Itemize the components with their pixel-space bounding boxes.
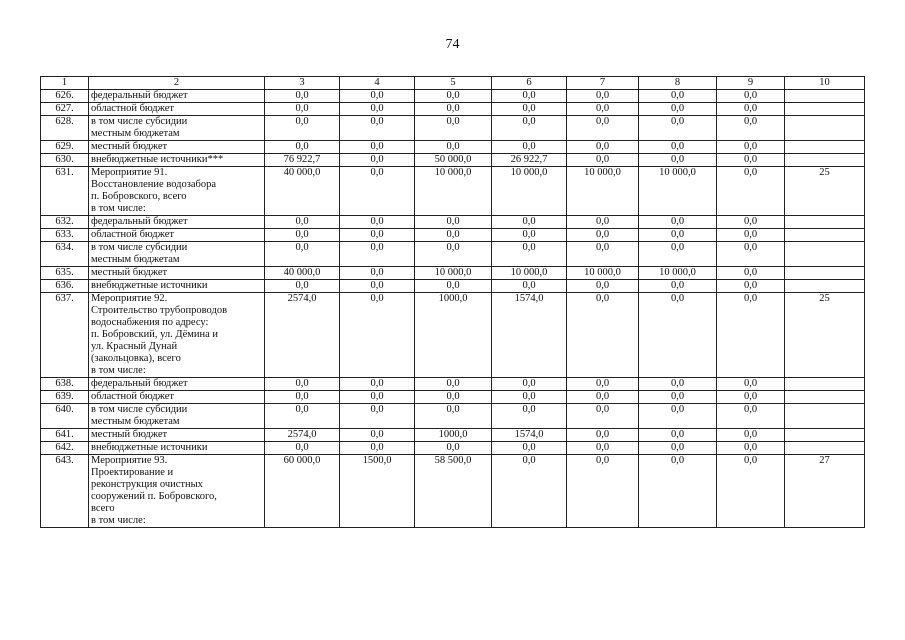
cell-v9: 0,0 [717, 442, 785, 455]
cell-v5: 0,0 [415, 216, 492, 229]
row-number: 634. [41, 242, 89, 267]
cell-v6: 0,0 [492, 116, 567, 141]
cell-v7: 0,0 [567, 242, 639, 267]
cell-v5: 0,0 [415, 141, 492, 154]
cell-v3: 60 000,0 [265, 455, 340, 528]
cell-v3: 0,0 [265, 242, 340, 267]
cell-v5: 0,0 [415, 242, 492, 267]
cell-v4: 0,0 [340, 293, 415, 378]
cell-v10: 25 [785, 167, 865, 216]
row-number: 636. [41, 280, 89, 293]
cell-v9: 0,0 [717, 293, 785, 378]
row-number: 641. [41, 429, 89, 442]
cell-v3: 0,0 [265, 90, 340, 103]
table-row [41, 154, 865, 167]
cell-v7: 0,0 [567, 90, 639, 103]
cell-v3: 2574,0 [265, 293, 340, 378]
row-description-text: Мероприятие 91. Восстановление водозабора п. Бобровского, всего в том числе: [91, 167, 217, 214]
table-row [41, 404, 865, 429]
row-number: 635. [41, 267, 89, 280]
cell-v3: 0,0 [265, 391, 340, 404]
cell-v6: 0,0 [492, 229, 567, 242]
cell-v5: 0,0 [415, 391, 492, 404]
cell-v10 [785, 378, 865, 391]
row-number: 639. [41, 391, 89, 404]
cell-v8: 0,0 [639, 216, 717, 229]
cell-v6: 0,0 [492, 141, 567, 154]
cell-v5: 0,0 [415, 378, 492, 391]
column-header: 6 [492, 77, 567, 90]
row-number: 633. [41, 229, 89, 242]
table-row [41, 216, 865, 229]
row-description [89, 280, 265, 293]
table-row [41, 167, 865, 216]
cell-v3: 0,0 [265, 404, 340, 429]
row-description [89, 216, 265, 229]
row-description [89, 154, 265, 167]
cell-v4: 0,0 [340, 167, 415, 216]
cell-v5: 0,0 [415, 404, 492, 429]
cell-v9: 0,0 [717, 267, 785, 280]
cell-v10 [785, 242, 865, 267]
cell-v7: 0,0 [567, 429, 639, 442]
row-description [89, 267, 265, 280]
cell-v3: 40 000,0 [265, 267, 340, 280]
row-description [89, 229, 265, 242]
row-number: 631. [41, 167, 89, 216]
cell-v6: 26 922,7 [492, 154, 567, 167]
cell-v3: 0,0 [265, 103, 340, 116]
cell-v8: 0,0 [639, 429, 717, 442]
cell-v5: 0,0 [415, 90, 492, 103]
cell-v7: 0,0 [567, 404, 639, 429]
row-description [89, 116, 265, 141]
row-number: 626. [41, 90, 89, 103]
row-number: 630. [41, 154, 89, 167]
cell-v4: 0,0 [340, 116, 415, 141]
cell-v8: 0,0 [639, 404, 717, 429]
cell-v5: 1000,0 [415, 293, 492, 378]
cell-v10 [785, 216, 865, 229]
cell-v8: 0,0 [639, 280, 717, 293]
cell-v4: 0,0 [340, 242, 415, 267]
row-description-text: внебюджетные источники [91, 442, 208, 453]
cell-v6: 0,0 [492, 455, 567, 528]
cell-v10: 25 [785, 293, 865, 378]
row-number: 637. [41, 293, 89, 378]
cell-v4: 0,0 [340, 391, 415, 404]
table-row [41, 391, 865, 404]
cell-v9: 0,0 [717, 167, 785, 216]
table-row [41, 429, 865, 442]
cell-v8: 0,0 [639, 90, 717, 103]
row-description [89, 404, 265, 429]
cell-v7: 0,0 [567, 293, 639, 378]
column-header: 2 [89, 77, 265, 90]
cell-v6: 0,0 [492, 378, 567, 391]
cell-v9: 0,0 [717, 242, 785, 267]
cell-v10 [785, 442, 865, 455]
row-description [89, 378, 265, 391]
cell-v7: 0,0 [567, 280, 639, 293]
cell-v8: 0,0 [639, 293, 717, 378]
cell-v5: 0,0 [415, 442, 492, 455]
cell-v3: 0,0 [265, 378, 340, 391]
cell-v8: 0,0 [639, 229, 717, 242]
cell-v7: 0,0 [567, 216, 639, 229]
cell-v5: 0,0 [415, 229, 492, 242]
cell-v9: 0,0 [717, 429, 785, 442]
column-header: 10 [785, 77, 865, 90]
cell-v3: 0,0 [265, 216, 340, 229]
cell-v10: 27 [785, 455, 865, 528]
cell-v6: 0,0 [492, 391, 567, 404]
row-number: 632. [41, 216, 89, 229]
cell-v7: 0,0 [567, 391, 639, 404]
table-row [41, 280, 865, 293]
row-number: 629. [41, 141, 89, 154]
row-number: 643. [41, 455, 89, 528]
row-description-text: федеральный бюджет [91, 216, 188, 227]
row-description-text: внебюджетные источники [91, 280, 208, 291]
cell-v8: 0,0 [639, 442, 717, 455]
cell-v5: 10 000,0 [415, 167, 492, 216]
cell-v6: 1574,0 [492, 429, 567, 442]
cell-v3: 0,0 [265, 442, 340, 455]
cell-v7: 10 000,0 [567, 167, 639, 216]
cell-v9: 0,0 [717, 90, 785, 103]
column-header: 8 [639, 77, 717, 90]
cell-v10 [785, 154, 865, 167]
table-row [41, 141, 865, 154]
row-description [89, 293, 265, 378]
row-number: 628. [41, 116, 89, 141]
cell-v7: 0,0 [567, 378, 639, 391]
row-description-text: местный бюджет [91, 141, 168, 152]
cell-v6: 0,0 [492, 242, 567, 267]
cell-v8: 0,0 [639, 141, 717, 154]
row-description-text: федеральный бюджет [91, 90, 188, 101]
cell-v5: 0,0 [415, 280, 492, 293]
cell-v6: 0,0 [492, 404, 567, 429]
table-row [41, 90, 865, 103]
table-row [41, 116, 865, 141]
cell-v7: 0,0 [567, 103, 639, 116]
cell-v4: 0,0 [340, 154, 415, 167]
cell-v4: 0,0 [340, 404, 415, 429]
table-row [41, 442, 865, 455]
cell-v8: 0,0 [639, 103, 717, 116]
cell-v10 [785, 141, 865, 154]
row-description-text: местный бюджет [91, 429, 168, 440]
cell-v10 [785, 116, 865, 141]
cell-v7: 0,0 [567, 229, 639, 242]
cell-v5: 0,0 [415, 116, 492, 141]
cell-v9: 0,0 [717, 404, 785, 429]
row-description [89, 141, 265, 154]
cell-v8: 10 000,0 [639, 167, 717, 216]
cell-v9: 0,0 [717, 103, 785, 116]
cell-v5: 58 500,0 [415, 455, 492, 528]
cell-v10 [785, 267, 865, 280]
cell-v6: 1574,0 [492, 293, 567, 378]
column-header: 7 [567, 77, 639, 90]
table-row [41, 229, 865, 242]
cell-v6: 10 000,0 [492, 267, 567, 280]
table-row [41, 455, 865, 528]
cell-v8: 10 000,0 [639, 267, 717, 280]
row-description [89, 167, 265, 216]
row-description-text: федеральный бюджет [91, 378, 188, 389]
column-header: 5 [415, 77, 492, 90]
cell-v8: 0,0 [639, 116, 717, 141]
cell-v4: 0,0 [340, 141, 415, 154]
column-header: 4 [340, 77, 415, 90]
cell-v3: 0,0 [265, 141, 340, 154]
cell-v9: 0,0 [717, 229, 785, 242]
cell-v9: 0,0 [717, 116, 785, 141]
budget-table [40, 76, 865, 528]
cell-v7: 0,0 [567, 154, 639, 167]
cell-v6: 0,0 [492, 280, 567, 293]
cell-v7: 0,0 [567, 442, 639, 455]
table-row [41, 103, 865, 116]
cell-v7: 0,0 [567, 455, 639, 528]
cell-v3: 40 000,0 [265, 167, 340, 216]
row-number: 642. [41, 442, 89, 455]
cell-v6: 0,0 [492, 442, 567, 455]
cell-v4: 0,0 [340, 90, 415, 103]
cell-v10 [785, 280, 865, 293]
row-description-text: местный бюджет [91, 267, 168, 278]
cell-v9: 0,0 [717, 216, 785, 229]
cell-v10 [785, 404, 865, 429]
cell-v9: 0,0 [717, 280, 785, 293]
row-description [89, 442, 265, 455]
row-description-text: внебюджетные источники*** [91, 154, 224, 165]
row-description-text: областной бюджет [91, 391, 174, 402]
cell-v6: 0,0 [492, 103, 567, 116]
row-description [89, 391, 265, 404]
cell-v3: 0,0 [265, 116, 340, 141]
row-description [89, 455, 265, 528]
cell-v9: 0,0 [717, 141, 785, 154]
cell-v3: 76 922,7 [265, 154, 340, 167]
cell-v5: 0,0 [415, 103, 492, 116]
cell-v3: 2574,0 [265, 429, 340, 442]
cell-v3: 0,0 [265, 280, 340, 293]
cell-v10 [785, 229, 865, 242]
cell-v4: 0,0 [340, 216, 415, 229]
table-row [41, 242, 865, 267]
cell-v5: 50 000,0 [415, 154, 492, 167]
cell-v6: 0,0 [492, 216, 567, 229]
cell-v4: 0,0 [340, 378, 415, 391]
row-description [89, 103, 265, 116]
cell-v4: 0,0 [340, 267, 415, 280]
cell-v3: 0,0 [265, 229, 340, 242]
cell-v4: 0,0 [340, 280, 415, 293]
column-header: 9 [717, 77, 785, 90]
table-row [41, 293, 865, 378]
cell-v7: 10 000,0 [567, 267, 639, 280]
cell-v5: 10 000,0 [415, 267, 492, 280]
row-description-text: в том числе субсидии местным бюджетам [91, 404, 188, 427]
cell-v6: 0,0 [492, 90, 567, 103]
row-description-text: в том числе субсидии местным бюджетам [91, 242, 188, 265]
cell-v8: 0,0 [639, 378, 717, 391]
table-row [41, 267, 865, 280]
cell-v10 [785, 391, 865, 404]
cell-v7: 0,0 [567, 116, 639, 141]
cell-v4: 0,0 [340, 229, 415, 242]
row-number: 627. [41, 103, 89, 116]
row-description-text: Мероприятие 93. Проектирование и реконструкция очистных сооружений п. Бобровского, всего в том числе: [91, 455, 217, 526]
cell-v8: 0,0 [639, 154, 717, 167]
cell-v9: 0,0 [717, 391, 785, 404]
row-description-text: в том числе субсидии местным бюджетам [91, 116, 188, 139]
cell-v8: 0,0 [639, 242, 717, 267]
cell-v10 [785, 429, 865, 442]
column-header: 1 [41, 77, 89, 90]
cell-v4: 1500,0 [340, 455, 415, 528]
row-description [89, 90, 265, 103]
column-header: 3 [265, 77, 340, 90]
cell-v9: 0,0 [717, 154, 785, 167]
row-number: 638. [41, 378, 89, 391]
row-description-text: Мероприятие 92. Строительство трубопроводов водоснабжения по адресу: п. Бобровский, ул. Дёмина и ул. Красный Дунай (закольцовка), всего в том числе: [91, 293, 228, 376]
cell-v4: 0,0 [340, 103, 415, 116]
row-description-text: областной бюджет [91, 229, 174, 240]
table-body [41, 90, 865, 528]
cell-v7: 0,0 [567, 141, 639, 154]
cell-v4: 0,0 [340, 429, 415, 442]
table-row [41, 378, 865, 391]
row-description-text: областной бюджет [91, 103, 174, 114]
page-number: 74 [445, 37, 460, 52]
cell-v8: 0,0 [639, 455, 717, 528]
cell-v9: 0,0 [717, 378, 785, 391]
cell-v6: 10 000,0 [492, 167, 567, 216]
header-row [41, 77, 865, 90]
cell-v5: 1000,0 [415, 429, 492, 442]
cell-v4: 0,0 [340, 442, 415, 455]
row-description [89, 429, 265, 442]
cell-v8: 0,0 [639, 391, 717, 404]
row-number: 640. [41, 404, 89, 429]
row-description [89, 242, 265, 267]
cell-v10 [785, 90, 865, 103]
cell-v9: 0,0 [717, 455, 785, 528]
cell-v10 [785, 103, 865, 116]
